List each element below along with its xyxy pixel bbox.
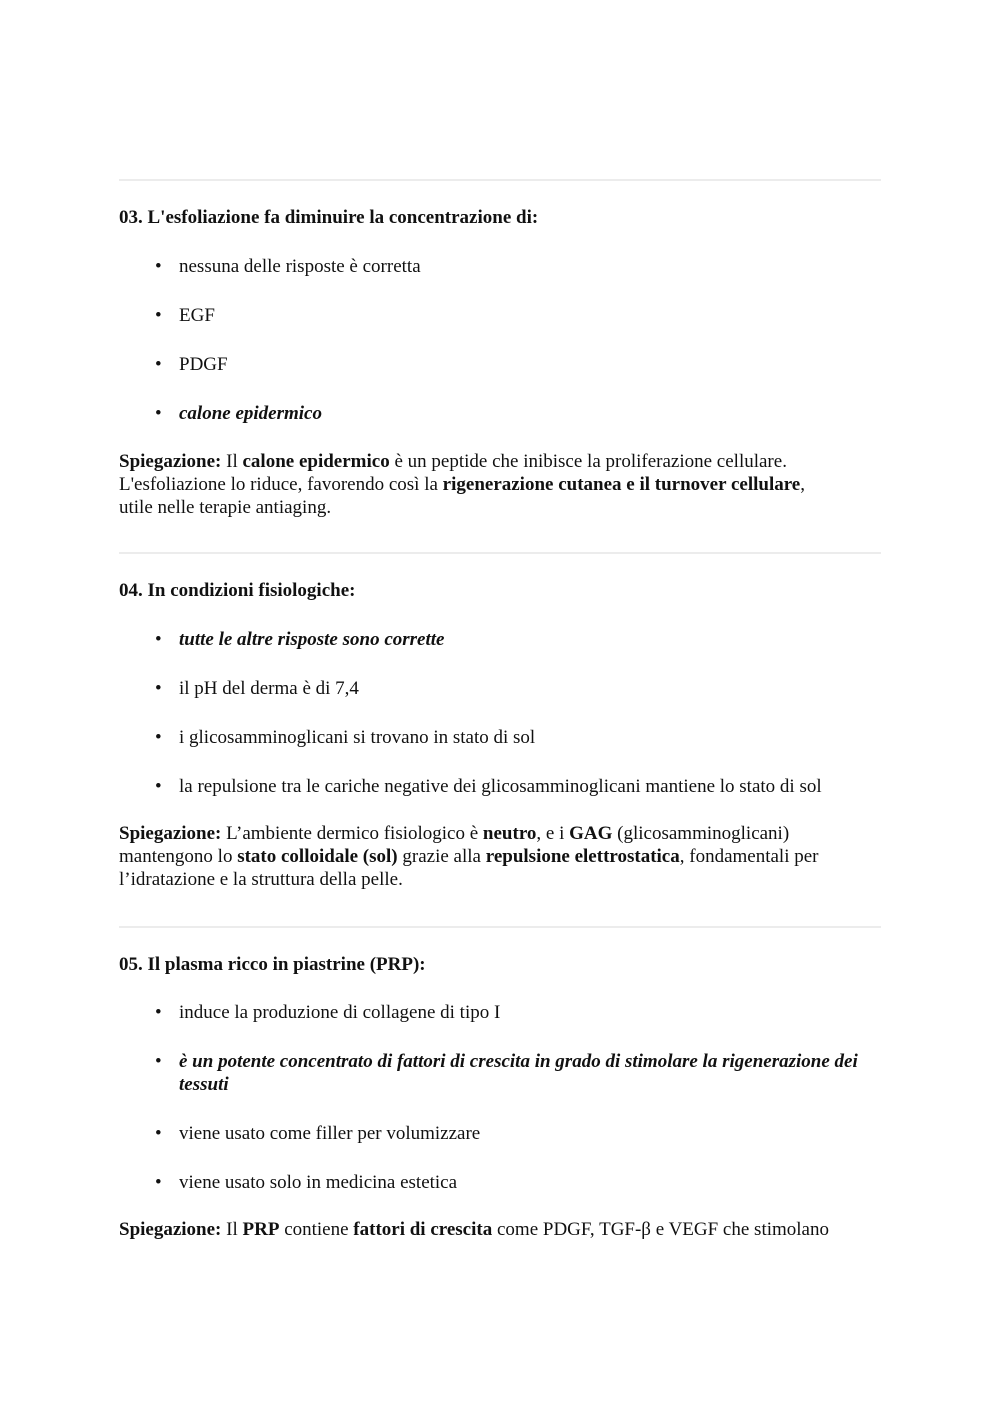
question-03-explanation	[119, 450, 889, 519]
question-03-option-1	[155, 255, 875, 278]
option-text: la repulsione tra le cariche negative dei glicosamminoglicani mantiene lo stato di sol	[179, 776, 822, 797]
option-text: induce la produzione di collagene di tipo I	[179, 1002, 501, 1023]
option-text: è un potente concentrato di fattori di crescita in grado di stimolare la rigenerazione dei tessuti	[179, 1051, 858, 1095]
explanation-text: è un peptide che inibisce la proliferazione cellulare.	[389, 451, 787, 472]
question-05-explanation	[119, 1218, 889, 1241]
bullet-icon: •	[155, 354, 162, 375]
explanation-line	[119, 822, 889, 845]
explanation-bold: rigenerazione cutanea e il turnover cellulare	[442, 474, 801, 495]
question-04-title: 04. In condizioni fisiologiche:	[119, 580, 356, 601]
question-04-option-1-correct	[155, 628, 875, 651]
divider	[119, 552, 881, 554]
question-05-option-2-correct	[155, 1050, 875, 1096]
divider	[119, 926, 881, 928]
question-03-option-4-correct	[155, 402, 875, 425]
explanation-text: l’idratazione e la struttura della pelle.	[119, 869, 403, 890]
explanation-text: ,	[800, 474, 805, 495]
explanation-bold: repulsione elettrostatica	[485, 846, 680, 867]
explanation-bold: calone epidermico	[242, 451, 390, 472]
explanation-text: L’ambiente dermico fisiologico è	[221, 823, 483, 844]
explanation-line	[119, 1218, 889, 1241]
explanation-text: Il	[221, 451, 243, 472]
option-text: il pH del derma è di 7,4	[179, 678, 359, 699]
explanation-text: mantengono lo	[119, 846, 238, 867]
question-05-option-3	[155, 1122, 875, 1145]
explanation-text: , e i	[536, 823, 570, 844]
bullet-icon: •	[155, 629, 162, 650]
bullet-icon: •	[155, 1051, 162, 1072]
option-text: nessuna delle risposte è corretta	[179, 256, 421, 277]
bullet-icon: •	[155, 678, 162, 699]
explanation-label: Spiegazione:	[119, 1219, 222, 1240]
option-text: PDGF	[179, 354, 228, 375]
explanation-label: Spiegazione:	[119, 451, 222, 472]
bullet-icon: •	[155, 776, 162, 797]
bullet-icon: •	[155, 256, 162, 277]
explanation-bold: stato colloidale (sol)	[237, 846, 398, 867]
question-04-option-2	[155, 677, 875, 700]
explanation-text: (glicosamminoglicani)	[612, 823, 790, 844]
explanation-line	[119, 868, 889, 891]
question-03-option-2	[155, 304, 875, 327]
explanation-text: contiene	[279, 1219, 354, 1240]
option-text: EGF	[179, 305, 215, 326]
explanation-text: L'esfoliazione lo riduce, favorendo così la	[119, 474, 443, 495]
explanation-text: Il	[221, 1219, 243, 1240]
question-05-option-1	[155, 1001, 875, 1024]
explanation-text: utile nelle terapie antiaging.	[119, 497, 332, 518]
explanation-text: come PDGF, TGF-β e VEGF che stimolano	[492, 1219, 829, 1240]
bullet-icon: •	[155, 403, 162, 424]
option-text: tutte le altre risposte sono corrette	[179, 629, 445, 650]
explanation-text: grazie alla	[397, 846, 486, 867]
explanation-label: Spiegazione:	[119, 823, 222, 844]
explanation-text: , fondamentali per	[679, 846, 819, 867]
bullet-icon: •	[155, 1172, 162, 1193]
bullet-icon: •	[155, 305, 162, 326]
bullet-icon: •	[155, 1123, 162, 1144]
question-05-option-4	[155, 1171, 875, 1194]
explanation-bold: fattori di crescita	[353, 1219, 493, 1240]
explanation-bold: GAG	[569, 823, 613, 844]
question-05-title: 05. Il plasma ricco in piastrine (PRP):	[119, 954, 426, 975]
question-04-option-3	[155, 726, 875, 749]
question-03-title: 03. L'esfoliazione fa diminuire la concentrazione di:	[119, 207, 539, 228]
question-04-option-4	[155, 775, 875, 798]
explanation-line	[119, 450, 889, 473]
divider	[119, 179, 881, 181]
option-text: viene usato solo in medicina estetica	[179, 1172, 458, 1193]
option-text: calone epidermico	[179, 403, 322, 424]
option-text: viene usato come filler per volumizzare	[179, 1123, 481, 1144]
explanation-line	[119, 845, 889, 868]
question-03-option-3	[155, 353, 875, 376]
explanation-bold: neutro	[482, 823, 537, 844]
option-text: i glicosamminoglicani si trovano in stato di sol	[179, 727, 536, 748]
question-04-explanation	[119, 822, 889, 891]
explanation-line	[119, 473, 889, 496]
explanation-line	[119, 496, 889, 519]
bullet-icon: •	[155, 727, 162, 748]
explanation-bold: PRP	[242, 1219, 280, 1240]
bullet-icon: •	[155, 1002, 162, 1023]
